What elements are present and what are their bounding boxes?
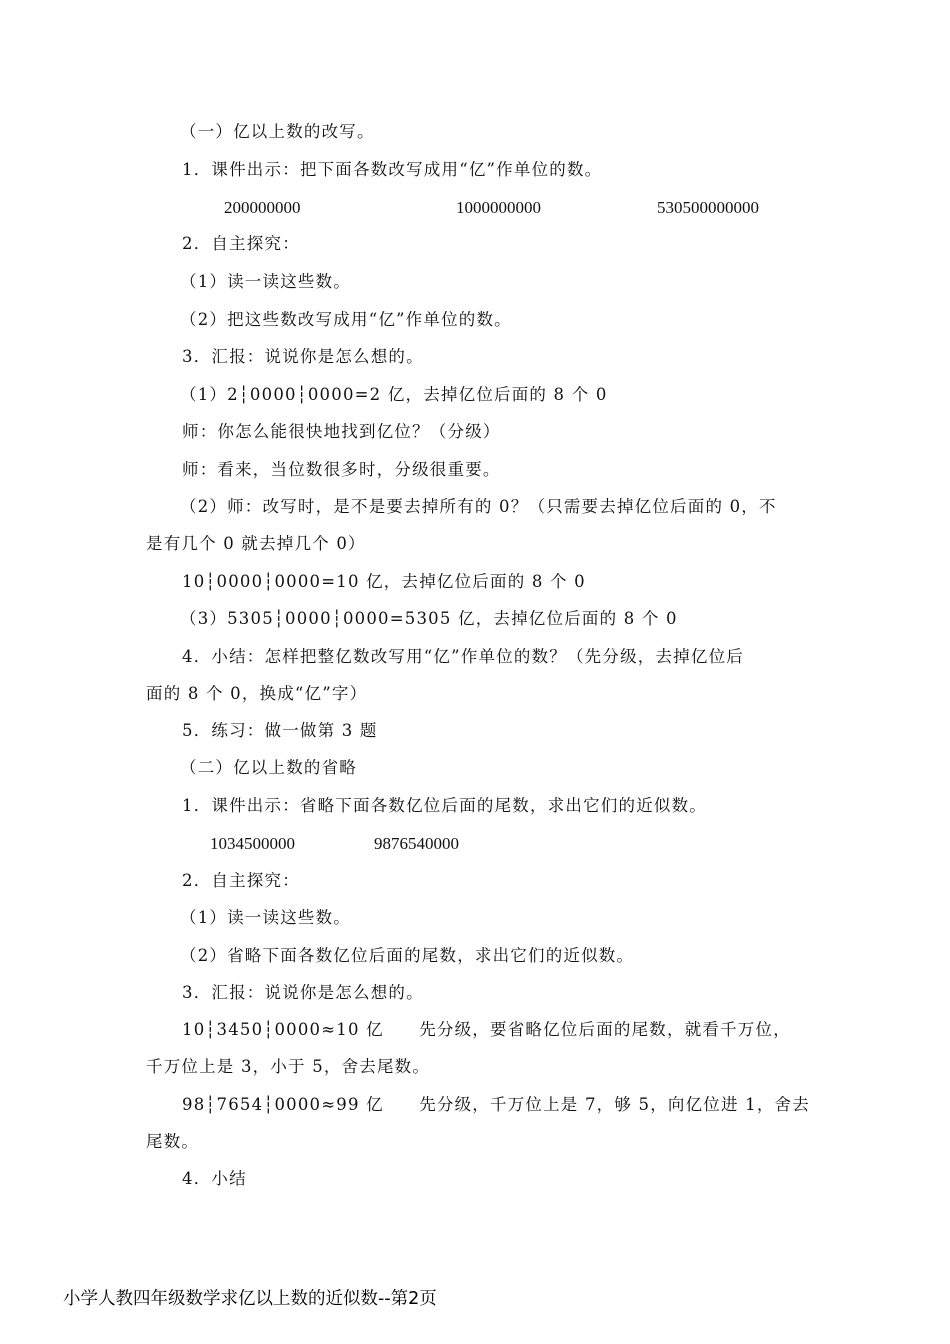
- section1-number-2: 1000000000: [456, 198, 541, 217]
- section2-item2-1: （1）读一读这些数。: [180, 908, 351, 927]
- section1-item3-2-line1: （2）师：改写时，是不是要去掉所有的 0？（只需要去掉亿位后面的 0，不: [180, 497, 777, 516]
- teacher-line-2: 师：看来，当位数很多时，分级很重要。: [182, 460, 501, 479]
- section1-item1: 1．课件出示：把下面各数改写成用“亿”作单位的数。: [182, 160, 603, 179]
- section2-item3: 3．汇报：说说你是怎么想的。: [182, 983, 424, 1002]
- section2-item4: 4．小结: [182, 1169, 247, 1188]
- section1-item5: 5．练习：做一做第 3 题: [182, 721, 378, 740]
- section2-item2: 2．自主探究：: [182, 871, 300, 890]
- section1-item4-line2: 面的 8 个 0，换成“亿”字）: [146, 684, 368, 703]
- section2-item2-2: （2）省略下面各数亿位后面的尾数，求出它们的近似数。: [180, 946, 635, 965]
- section2-item1: 1．课件出示：省略下面各数亿位后面的尾数，求出它们的近似数。: [182, 796, 707, 815]
- teacher-line-1: 师：你怎么能很快地找到亿位？（分级）: [182, 422, 501, 441]
- section2-item3-1-line1: 10┆3450┆0000≈10 亿 先分级，要省略亿位后面的尾数，就看千万位，: [182, 1020, 791, 1039]
- section1-number-3: 530500000000: [657, 198, 759, 217]
- section2-number-1: 1034500000: [210, 834, 295, 853]
- section1-item2-1: （1）读一读这些数。: [180, 272, 351, 291]
- section1-heading: （一）亿以上数的改写。: [180, 122, 375, 141]
- section1-item3-3: （3）5305┆0000┆0000=5305 亿，去掉亿位后面的 8 个 0: [180, 609, 678, 628]
- section2-item3-1-line2: 千万位上是 3，小于 5，舍去尾数。: [146, 1057, 431, 1076]
- section2-item3-2-line1: 98┆7654┆0000≈99 亿 先分级，千万位上是 7，够 5，向亿位进 1，舍去: [182, 1095, 810, 1114]
- section1-item3-2-line3: 10┆0000┆0000=10 亿，去掉亿位后面的 8 个 0: [182, 572, 586, 591]
- section1-item3-1: （1）2┆0000┆0000=2 亿，去掉亿位后面的 8 个 0: [180, 385, 608, 404]
- section1-item3-2-line2: 是有几个 0 就去掉几个 0）: [146, 534, 366, 553]
- section2-heading: （二）亿以上数的省略: [180, 758, 357, 777]
- page-footer: 小学人教四年级数学求亿以上数的近似数--第2页: [63, 1289, 437, 1309]
- section1-item3: 3．汇报：说说你是怎么想的。: [182, 347, 424, 366]
- section1-item2-2: （2）把这些数改写成用“亿”作单位的数。: [180, 310, 512, 329]
- section1-item4-line1: 4．小结：怎样把整亿数改写用“亿”作单位的数？（先分级，去掉亿位后: [182, 647, 744, 666]
- section1-item2: 2．自主探究：: [182, 234, 300, 253]
- section1-number-1: 200000000: [224, 198, 301, 217]
- section2-item3-2-line2: 尾数。: [146, 1132, 200, 1151]
- section2-number-2: 9876540000: [374, 834, 459, 853]
